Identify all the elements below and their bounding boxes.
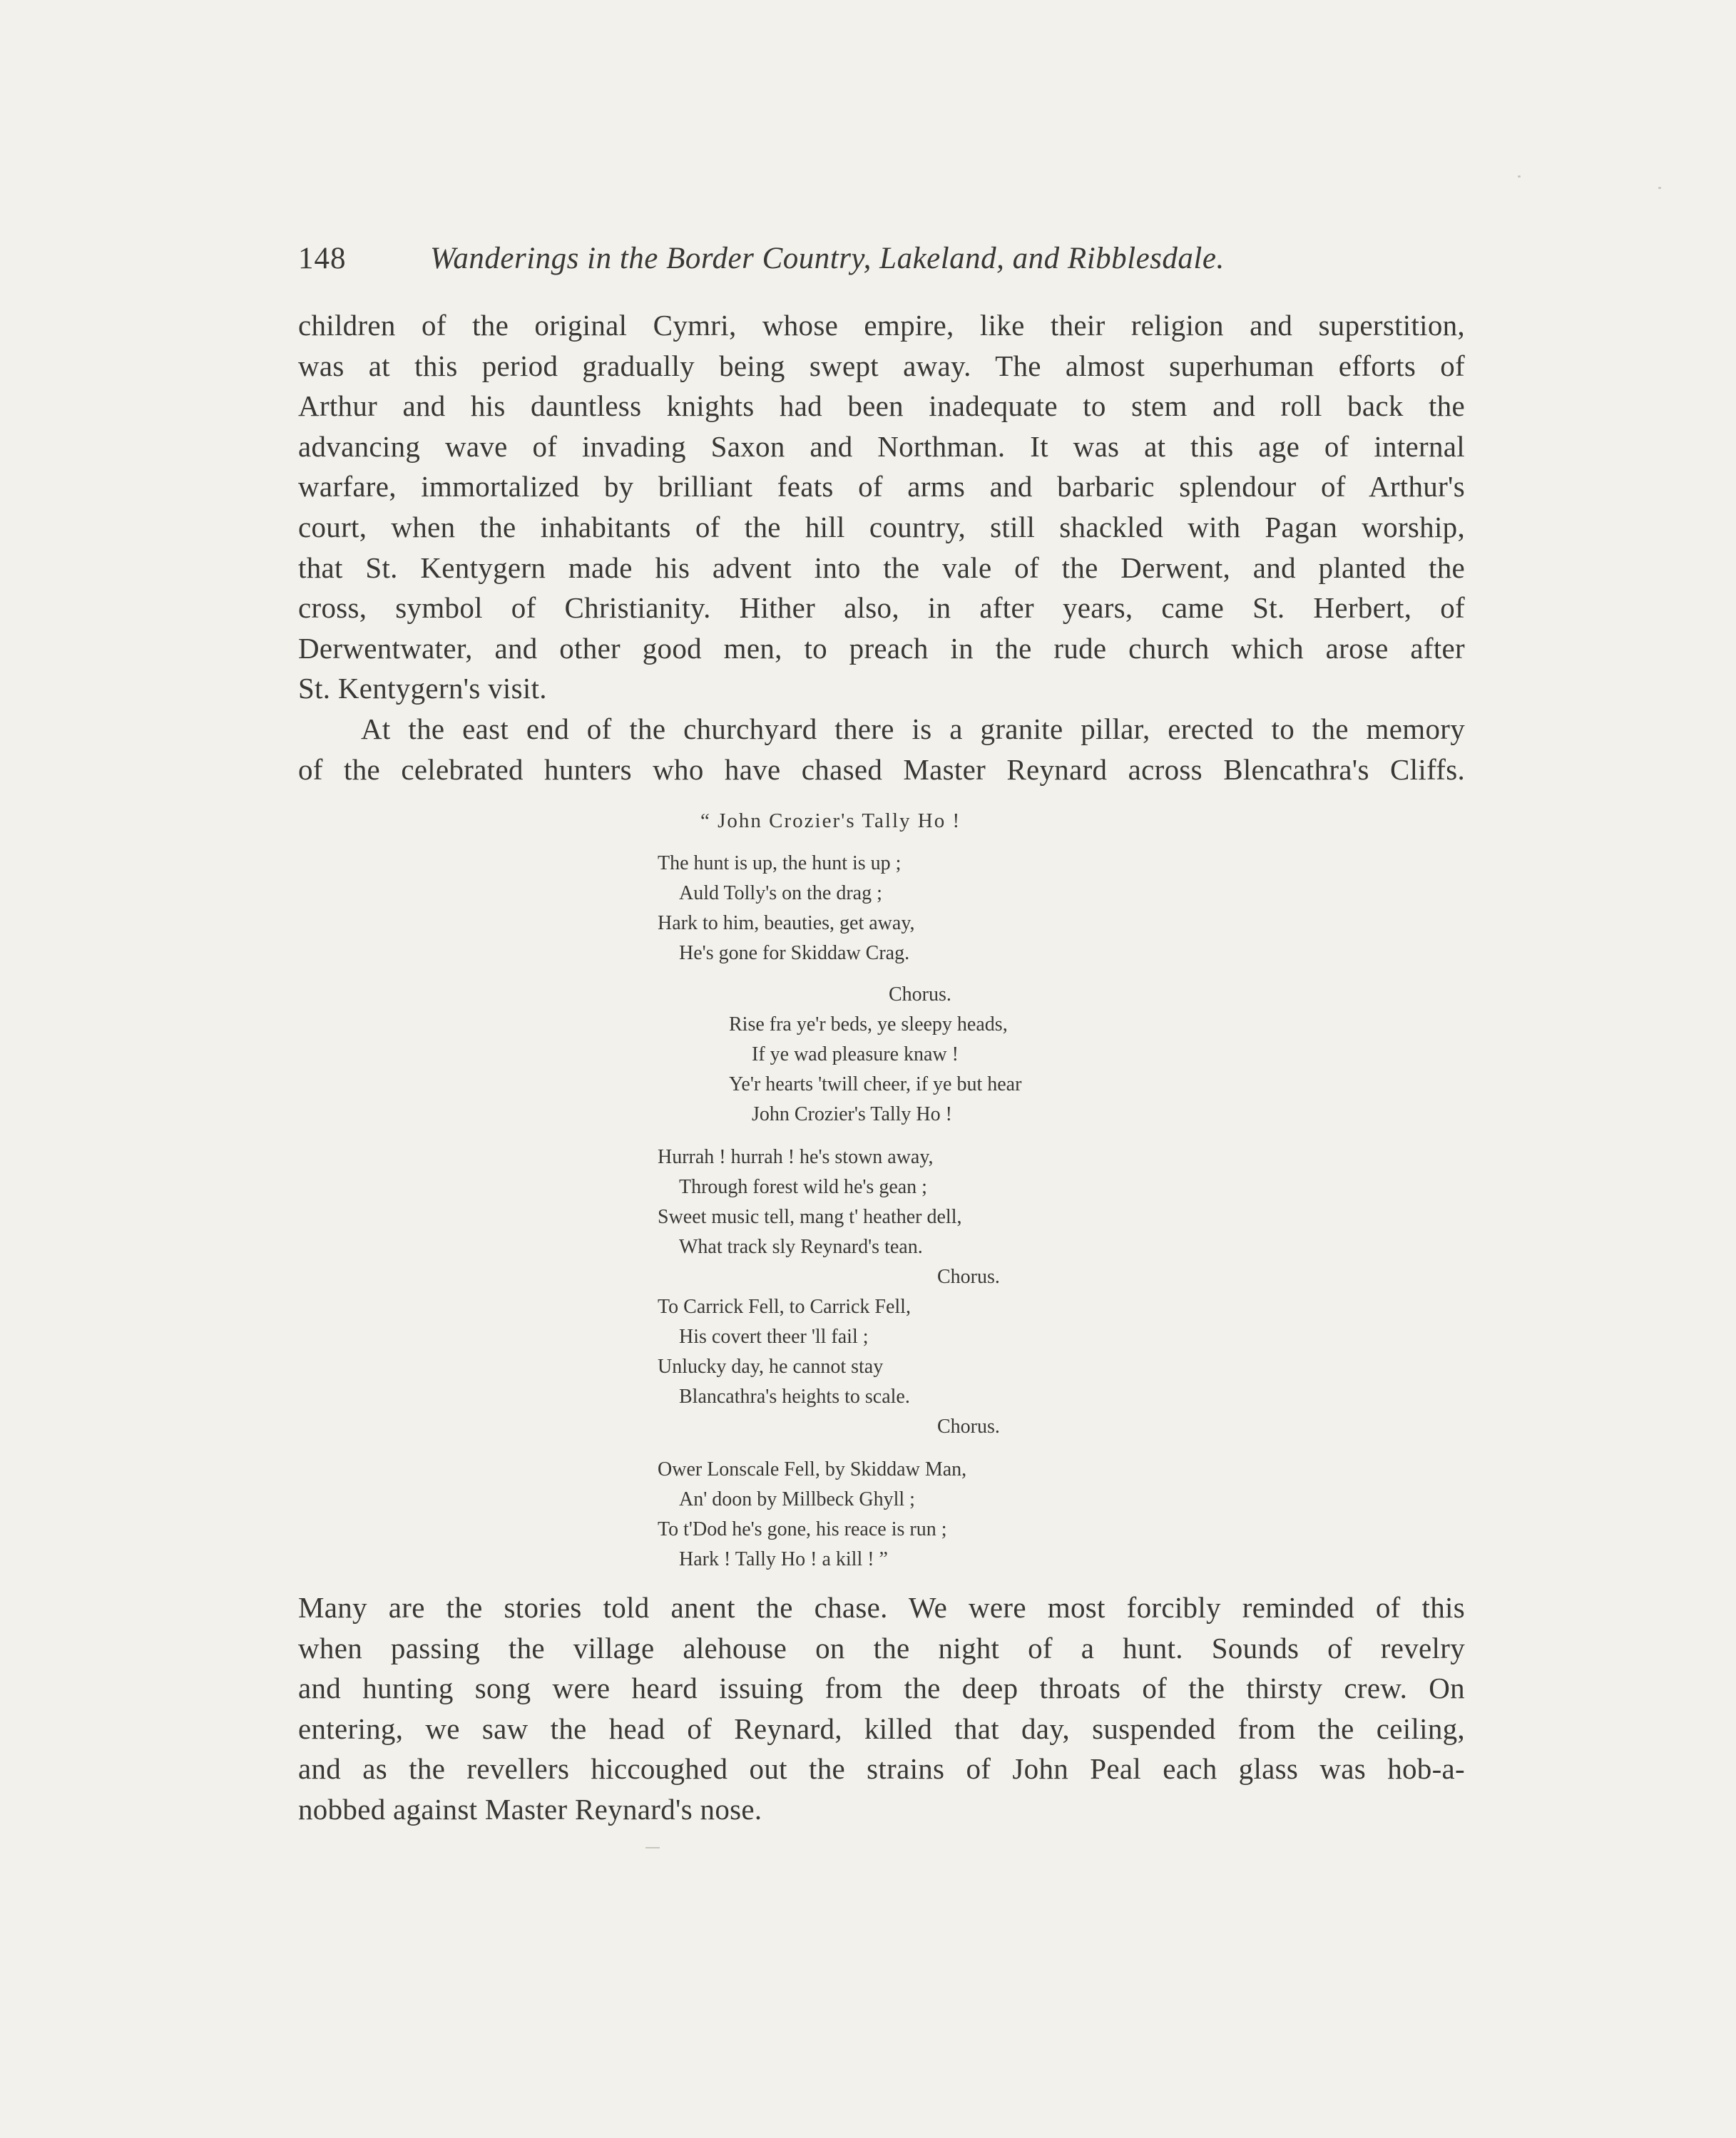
chorus-label: Chorus.	[937, 1416, 1000, 1438]
poem-line: If ye wad pleasure knaw !	[752, 1043, 959, 1065]
poem-title: “ John Crozier's Tally Ho !	[700, 809, 961, 832]
poem-line: Hark ! Tally Ho ! a kill ! ”	[679, 1548, 888, 1570]
text-line: of the celebrated hunters who have chased Master Reynard across Blencathra's Cliffs.	[298, 752, 1465, 786]
paragraph-2	[298, 709, 1465, 789]
paper-speck	[1518, 175, 1521, 178]
poem-line: John Crozier's Tally Ho !	[752, 1103, 952, 1125]
poem-line: His covert theer 'll fail ;	[679, 1326, 869, 1348]
page-number: 148	[298, 242, 347, 275]
poem-line: Through forest wild he's gean ;	[679, 1176, 927, 1198]
text-line: and hunting song were heard issuing from the deep throats of the thirsty crew. On	[298, 1672, 1465, 1705]
poem-line: Auld Tolly's on the drag ;	[679, 882, 882, 904]
poem-line: Hurrah ! hurrah ! he's stown away,	[658, 1146, 934, 1168]
poem-line: Sweet music tell, mang t' heather dell,	[658, 1206, 962, 1228]
text-line: was at this period gradually being swept away. The almost superhuman efforts of	[298, 349, 1465, 382]
poem-line: He's gone for Skiddaw Crag.	[679, 942, 910, 964]
text-line: that St. Kentygern made his advent into the vale of the Derwent, and planted the	[298, 551, 1465, 584]
poem-line: Blancathra's heights to scale.	[679, 1386, 910, 1408]
text-line: At the east end of the churchyard there is a granite pillar, erected to the memory	[361, 712, 1465, 745]
text-line: entering, we saw the head of Reynard, killed that day, suspended from the ceiling,	[298, 1712, 1465, 1745]
poem-line: Ye'r hearts 'twill cheer, if ye but hear	[729, 1073, 1022, 1095]
text-line: warfare, immortalized by brilliant feats of arms and barbaric splendour of Arthur's	[298, 470, 1465, 503]
text-line: advancing wave of invading Saxon and Northman. It was at this age of internal	[298, 429, 1465, 463]
running-header	[298, 241, 1368, 291]
running-title: Wanderings in the Border Country, Lakeland, and Ribblesdale.	[430, 242, 1225, 275]
poem-line: Unlucky day, he cannot stay	[658, 1356, 884, 1378]
text-line: Arthur and his dauntless knights had been inadequate to stem and roll back the	[298, 389, 1465, 423]
text-line: when passing the village alehouse on the night of a hunt. Sounds of revelry	[298, 1631, 1465, 1664]
chorus-label: Chorus.	[889, 983, 951, 1006]
paragraph-1	[298, 305, 1465, 709]
text-line: St. Kentygern's visit.	[298, 672, 547, 705]
poem-line: What track sly Reynard's tean.	[679, 1236, 923, 1258]
poem-line: The hunt is up, the hunt is up ;	[658, 852, 902, 874]
poem-line: An' doon by Millbeck Ghyll ;	[679, 1488, 915, 1510]
chorus-label: Chorus.	[937, 1266, 1000, 1288]
text-line: and as the revellers hiccoughed out the strains of John Peal each glass was hob-a-	[298, 1752, 1465, 1786]
text-line: court, when the inhabitants of the hill country, still shackled with Pagan worship,	[298, 510, 1465, 543]
paragraph-3	[298, 1587, 1465, 1830]
paper-speck	[1658, 187, 1661, 189]
text-line: Derwentwater, and other good men, to preach in the rude church which arose after	[298, 631, 1465, 665]
text-line: children of the original Cymri, whose empire, like their religion and superstition,	[298, 309, 1465, 342]
text-line: nobbed against Master Reynard's nose.	[298, 1792, 762, 1826]
poem-line: To Carrick Fell, to Carrick Fell,	[658, 1296, 911, 1318]
poem-line: Hark to him, beauties, get away,	[658, 912, 915, 934]
poem-line: To t'Dod he's gone, his reace is run ;	[658, 1518, 947, 1540]
text-line: cross, symbol of Christianity. Hither also, in after years, came St. Herbert, of	[298, 591, 1465, 625]
poem-line: Rise fra ye'r beds, ye sleepy heads,	[729, 1013, 1008, 1035]
text-line: Many are the stories told anent the chase. We were most forcibly reminded of this	[298, 1591, 1465, 1624]
poem-line: Ower Lonscale Fell, by Skiddaw Man,	[658, 1458, 967, 1480]
print-mark	[645, 1847, 660, 1848]
